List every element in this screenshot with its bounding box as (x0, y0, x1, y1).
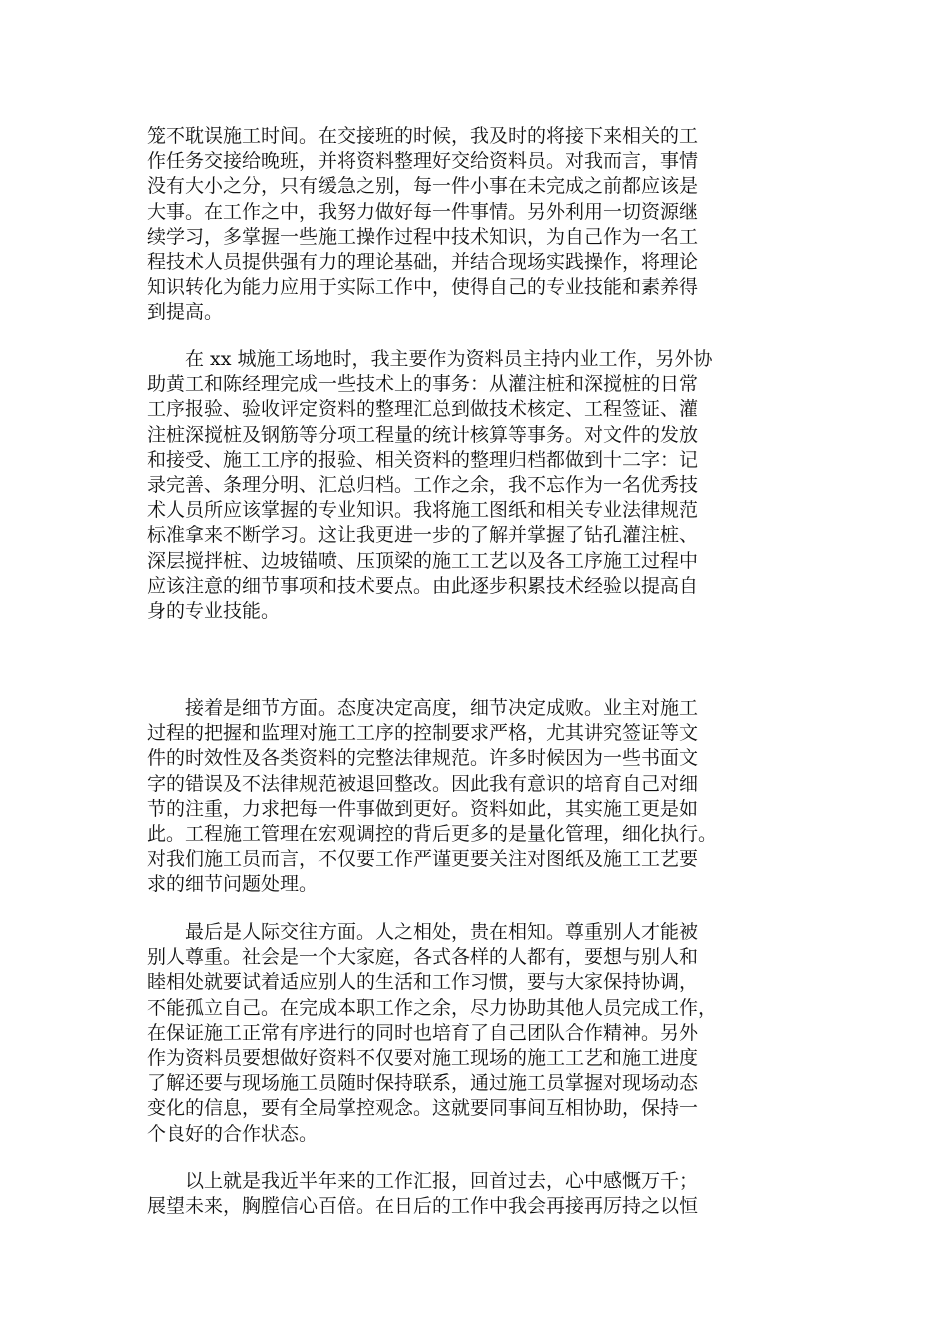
text-line: 对我们施工员而言，不仅要工作严谨更要关注对图纸及施工工艺要 (147, 848, 699, 871)
text-line: 别人尊重。社会是一个大家庭，各式各样的人都有，要想与别人和 (147, 946, 699, 969)
text-line: 字的错误及不法律规范被退回整改。因此我有意识的培育自己对细 (147, 772, 699, 795)
text-line: 大事。在工作之中，我努力做好每一件事情。另外利用一切资源继 (147, 200, 699, 223)
text-line: 件的时效性及各类资料的完整法律规范。许多时候因为一些书面文 (147, 747, 699, 770)
text-line: 应该注意的细节事项和技术要点。由此逐步积累技术经验以提高自 (147, 574, 699, 597)
text-line: 身的专业技能。 (147, 599, 281, 622)
paragraph-interpersonal (147, 920, 807, 1147)
text-line: 和接受、施工工序的报验、相关资料的整理归档都做到十二字：记 (147, 448, 699, 471)
text-line: 个良好的合作状态。 (147, 1122, 319, 1145)
text-line: 在保证施工正常有序进行的同时也培育了自己团队合作精神。另外 (147, 1021, 699, 1044)
text-line: 不能孤立自己。在完成本职工作之余，尽力协助其他人员完成工作， (147, 996, 718, 1019)
text-line: 在 xx 城施工场地时，我主要作为资料员主持内业工作，另外协 (185, 348, 713, 370)
text-line: 助黄工和陈经理完成一些技术上的事务：从灌注桩和深搅桩的日常 (147, 373, 699, 396)
text-line: 变化的信息，要有全局掌控观念。这就要同事间互相协助，保持一 (147, 1097, 699, 1120)
text-line: 术人员所应该掌握的专业知识。我将施工图纸和相关专业法律规范 (147, 499, 699, 522)
text-line: 续学习，多掌握一些施工操作过程中技术知识，为自己作为一名工 (147, 225, 699, 248)
text-line: 以上就是我近半年来的工作汇报，回首过去，心中感慨万千； (185, 1170, 699, 1192)
text-line: 注桩深搅桩及钢筋等分项工程量的统计核算等事务。对文件的发放 (147, 423, 699, 446)
text-line: 展望未来，胸膛信心百倍。在日后的工作中我会再接再厉持之以恒 (147, 1195, 699, 1218)
text-line: 最后是人际交往方面。人之相处，贵在相知。尊重别人才能被 (185, 921, 699, 943)
text-line: 作任务交接给晚班，并将资料整理好交给资料员。对我而言，事情 (147, 150, 699, 173)
text-line: 睦相处就要试着适应别人的生活和工作习惯，要与大家保持协调， (147, 971, 699, 994)
paragraph-site-data-work (147, 347, 807, 624)
paragraph-work-handover (147, 124, 807, 326)
paragraph-details (147, 696, 807, 898)
text-line: 了解还要与现场施工员随时保持联系，通过施工员掌握对现场动态 (147, 1072, 699, 1095)
text-line: 笼不耽误施工时间。在交接班的时候，我及时的将接下来相关的工 (147, 125, 699, 147)
paragraph-summary (147, 1169, 807, 1219)
text-line: 录完善、条理分明、汇总归档。工作之余，我不忘作为一名优秀技 (147, 473, 699, 496)
text-line: 标准拿来不断学习。这让我更进一步的了解并掌握了钻孔灌注桩、 (147, 524, 699, 547)
text-line: 过程的把握和监理对施工工序的控制要求严格，尤其讲究签证等文 (147, 722, 699, 745)
text-line: 作为资料员要想做好资料不仅要对施工现场的施工工艺和施工进度 (147, 1046, 699, 1069)
text-line: 节的注重，力求把每一件事做到更好。资料如此，其实施工更是如 (147, 797, 699, 820)
text-line: 知识转化为能力应用于实际工作中，使得自己的专业技能和素养得 (147, 276, 699, 299)
text-line: 接着是细节方面。态度决定高度，细节决定成败。业主对施工 (185, 697, 699, 719)
text-line: 此。工程施工管理在宏观调控的背后更多的是量化管理，细化执行。 (147, 822, 718, 845)
text-line: 到提高。 (147, 301, 224, 324)
text-line: 没有大小之分，只有缓急之别，每一件小事在未完成之前都应该是 (147, 175, 699, 198)
text-line: 工序报验、验收评定资料的整理汇总到做技术核定、工程签证、灌 (147, 398, 699, 421)
text-line: 程技术人员提供强有力的理论基础，并结合现场实践操作，将理论 (147, 250, 699, 273)
text-line: 深层搅拌桩、边坡锚喷、压顶梁的施工工艺以及各工序施工过程中 (147, 549, 699, 572)
text-line: 求的细节问题处理。 (147, 873, 319, 896)
